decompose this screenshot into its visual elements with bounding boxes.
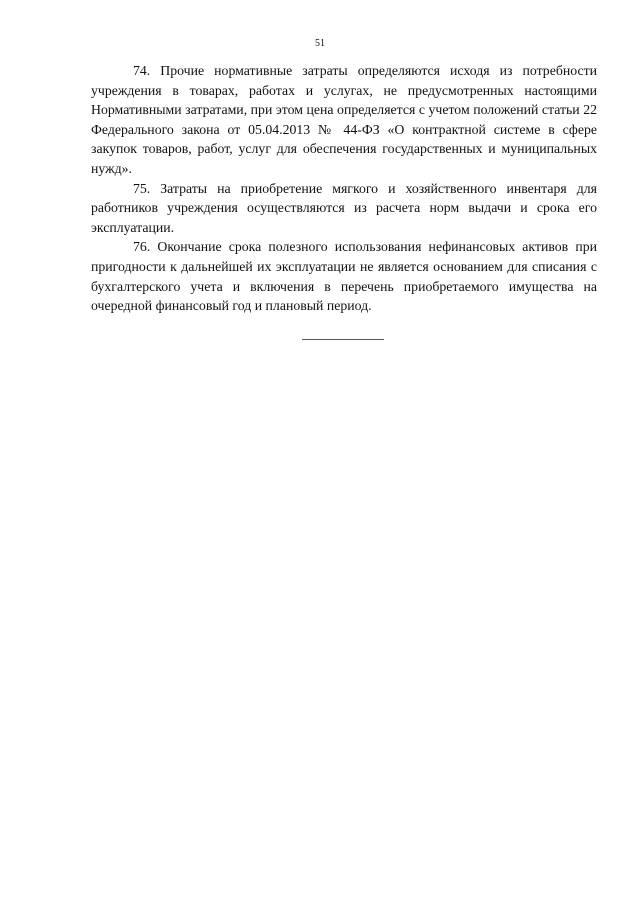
end-of-document-rule [302,339,384,340]
paragraph-75: 75. Затраты на приобретение мягкого и хозяйственного инвентаря для работников учреждения осуществляются из расчета норм выдачи и срока его эксплуатации. [91,180,597,235]
document-body [91,61,597,316]
paragraph-76: 76. Окончание срока полезного использования нефинансовых активов при пригодности к дальнейшей их эксплуатации не является основанием для списания с бухгалтерского учета и включения в перечень приобретаемого имущества на очередной финансовый год и плановый период. [91,239,597,314]
page-number: 51 [315,38,325,49]
paragraph-74: 74. Прочие нормативные затраты определяются исходя из потребности учреждения в товарах, работах и услугах, не предусмотренных настоящими Нормативными затратами, при этом цена определяется с учетом положений статьи 22 Федерального закона от 05.04.2013 № 44-ФЗ «О контрактной системе в сфере закупок товаров, работ, услуг для обеспечения государственных и муниципальных нужд». [91,63,597,176]
